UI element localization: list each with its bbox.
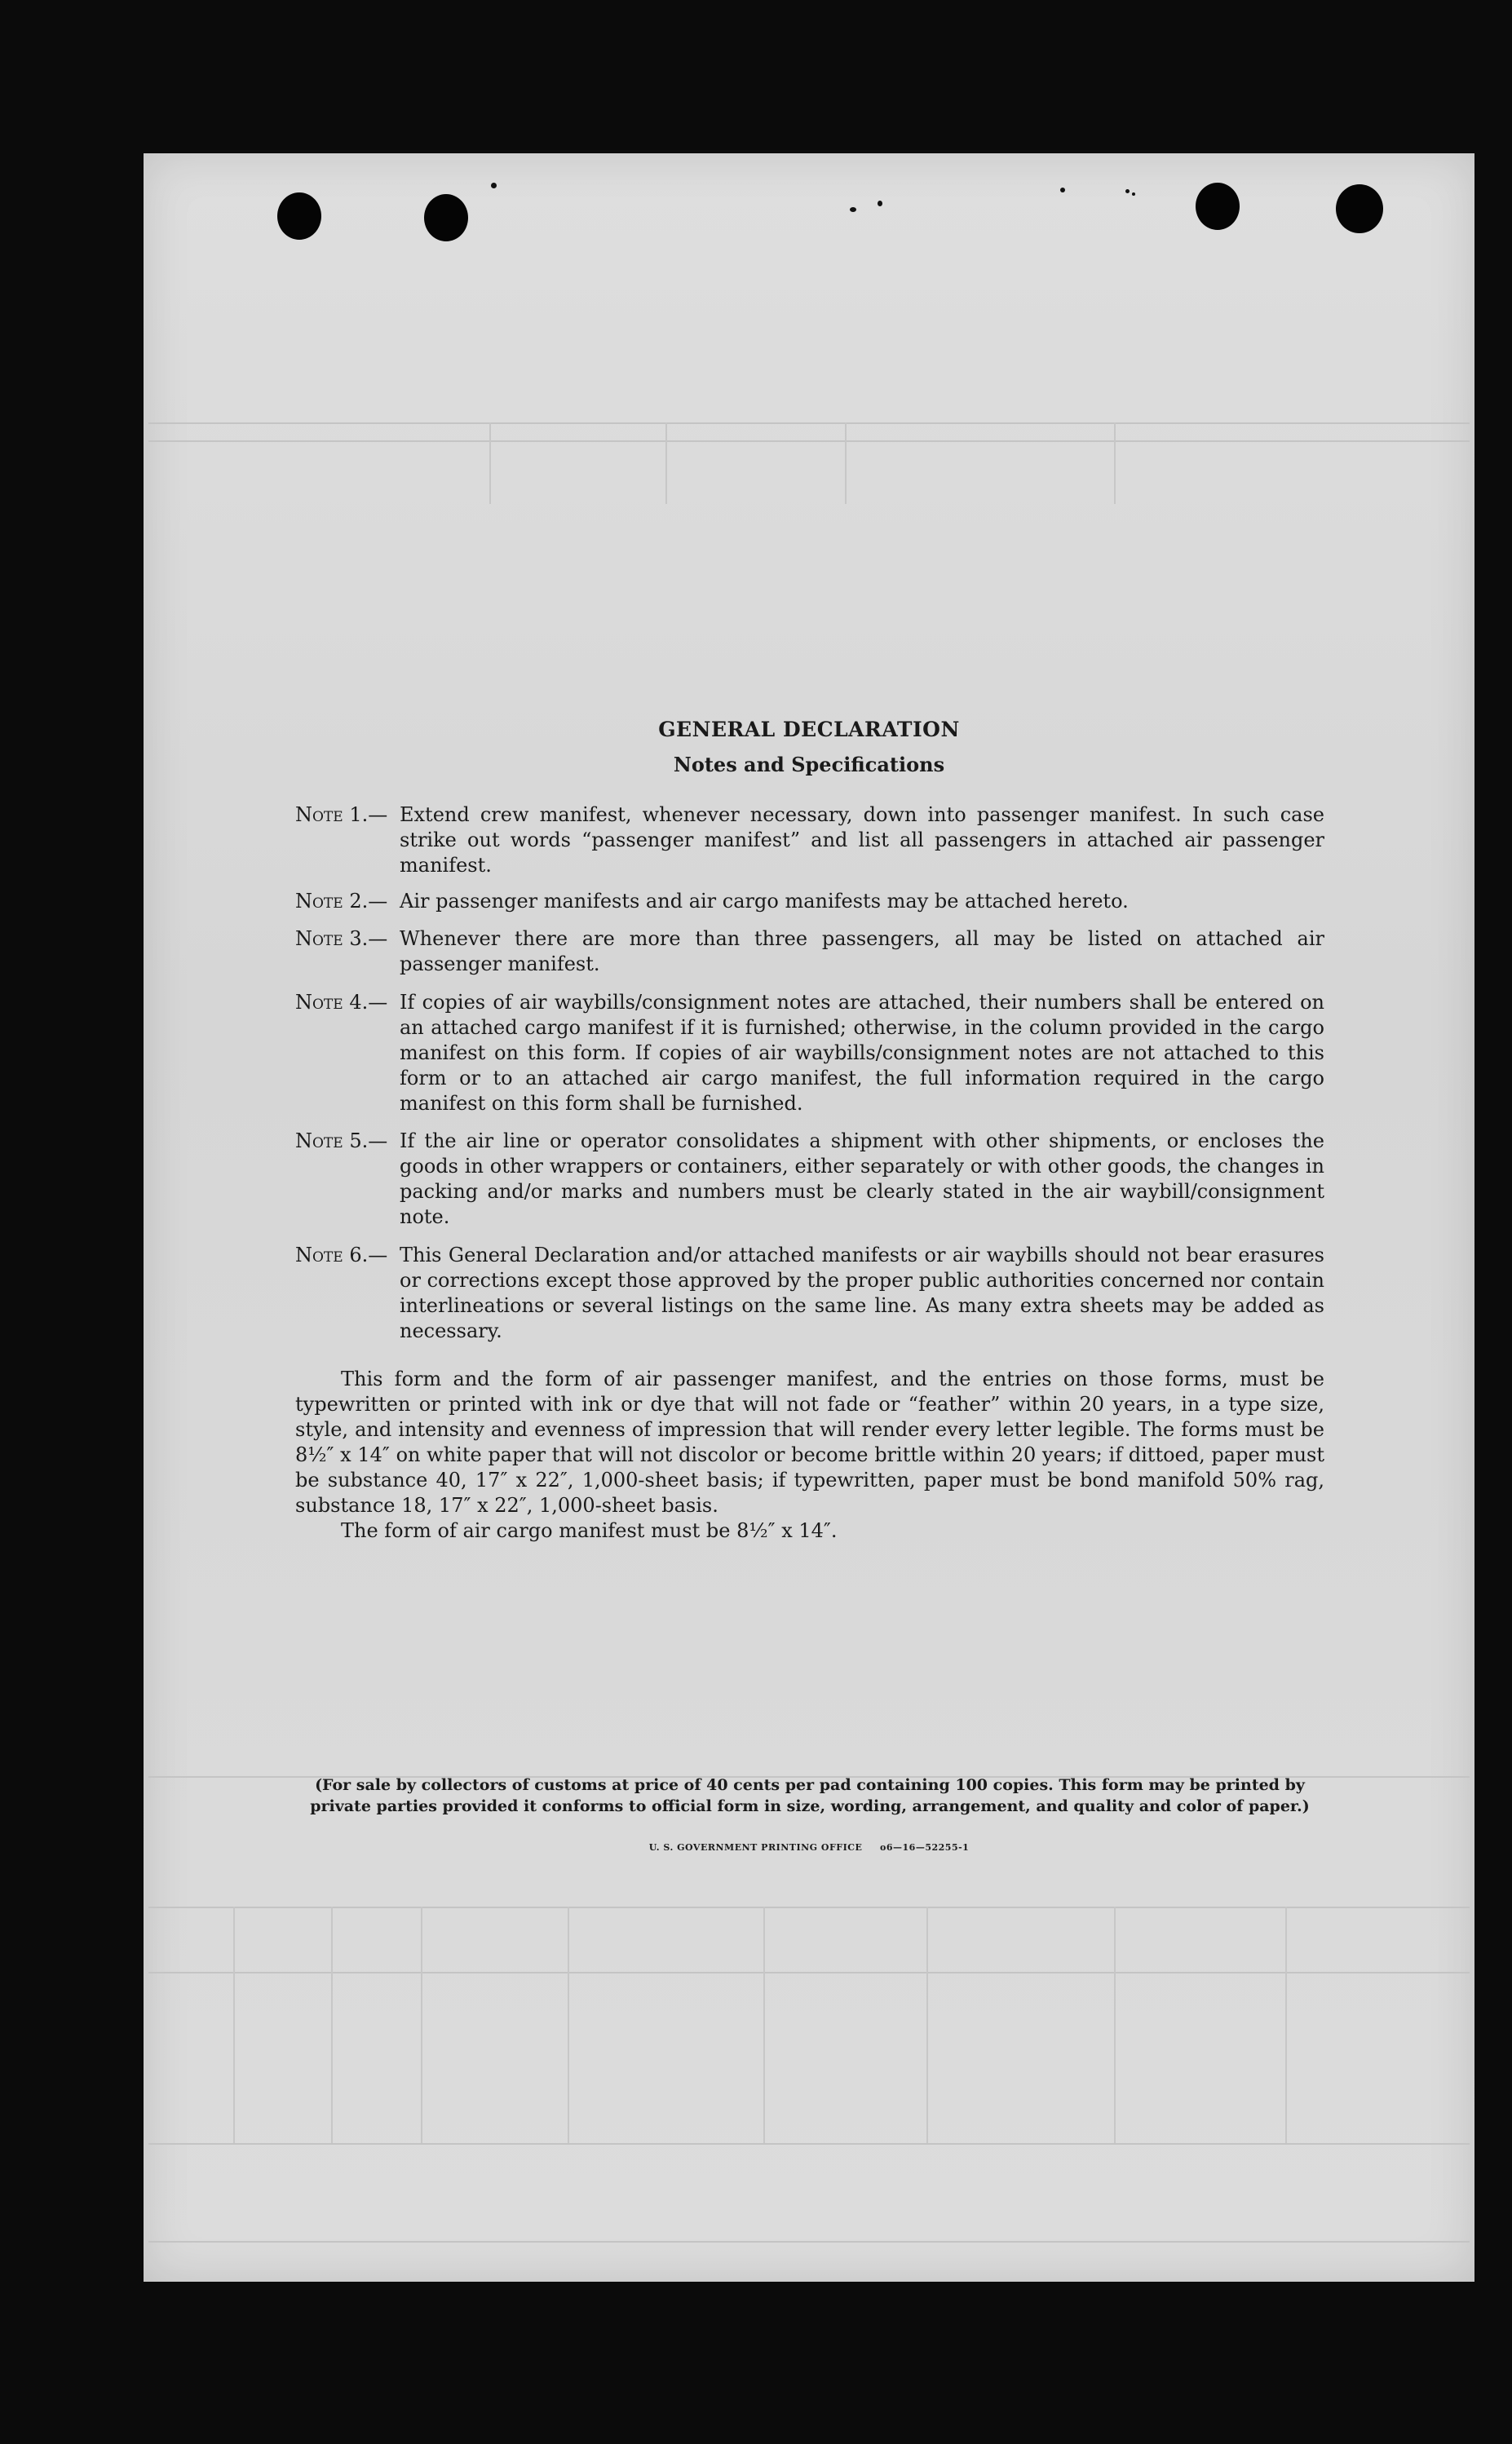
bleed-through-rule xyxy=(331,1907,333,2143)
bleed-through-rule xyxy=(148,2143,1470,2145)
note-label: Note 3.— xyxy=(295,927,388,950)
note-2 xyxy=(295,889,1324,914)
note-label: Note 4.— xyxy=(295,991,388,1014)
note-text: If copies of air waybills/consignment notes are attached, their numbers shall be entered on an attached cargo manifest if it is furnished; otherwise, in the column provided in the cargo manifest on this form. If copies of air waybills/consignment notes are not attached to this form or to an attached air cargo manifest, the full information required in the cargo manifest on this form shall be furnished. xyxy=(400,991,1324,1115)
ink-speck xyxy=(1132,192,1135,196)
document-page xyxy=(144,153,1474,2282)
note-text: This General Declaration and/or attached manifests or air waybills should not bear erasures or corrections except those approved by the proper public authorities concerned nor contain interlineations or several listings on the same line. As many extra sheets may be added as necessary. xyxy=(400,1244,1324,1342)
paper-specification-text: This form and the form of air passenger manifest, and the entries on those forms, must be typewritten or printed with ink or dye that will not fade or “feather” within 20 years, in a type size, style, and intensity and evenness of impression that will render every letter legible. The forms must be 8½″ x 14″ on white paper that will not discolor or become brittle within 20 years; if dittoed, paper must be substance 40, 17″ x 22″, 1,000-sheet basis; if typewritten, paper must be bond manifold 50% rag, substance 18, 17″ x 22″, 1,000-sheet basis. xyxy=(295,1368,1324,1517)
ink-speck xyxy=(1125,189,1130,193)
bleed-through-rule xyxy=(148,1972,1470,1973)
page-title: GENERAL DECLARATION xyxy=(658,718,960,741)
bleed-through-rule xyxy=(1285,1907,1287,2143)
ink-speck xyxy=(850,207,856,212)
note-label: Note 2.— xyxy=(295,890,388,913)
note-text: Air passenger manifests and air cargo manifests may be attached hereto. xyxy=(400,890,1129,913)
punch-hole-left-1 xyxy=(277,192,321,240)
bleed-through-rule xyxy=(763,1907,765,2143)
bleed-through-rule xyxy=(845,422,847,504)
note-text: Whenever there are more than three passengers, all may be listed on attached air passenger manifest. xyxy=(400,927,1324,975)
bleed-through-rule xyxy=(148,2241,1470,2243)
bleed-through-rule xyxy=(1114,422,1116,504)
bleed-through-rule xyxy=(148,440,1470,442)
note-5 xyxy=(295,1129,1324,1230)
note-label: Note 1.— xyxy=(295,803,388,826)
bleed-through-rule xyxy=(489,422,491,504)
bleed-through-rule xyxy=(926,1907,928,2143)
bleed-through-rule xyxy=(148,422,1470,424)
note-4 xyxy=(295,990,1324,1116)
ink-speck xyxy=(1060,188,1065,192)
bleed-through-rule xyxy=(665,422,667,504)
note-6 xyxy=(295,1243,1324,1344)
bleed-through-rule xyxy=(148,1907,1470,1908)
bleed-through-rule xyxy=(233,1907,235,2143)
punch-hole-right-1 xyxy=(1196,183,1240,230)
cargo-manifest-size-text: The form of air cargo manifest must be 8½″ x 14″. xyxy=(341,1519,838,1542)
bleed-through-rule xyxy=(1114,1907,1116,2143)
note-text: Extend crew manifest, whenever necessary, down into passenger manifest. In such case strike out words “passenger manifest” and list all passengers in attached air passenger manifest. xyxy=(400,803,1324,877)
ink-speck xyxy=(491,183,497,188)
punch-hole-left-2 xyxy=(424,194,468,241)
bleed-through-rule xyxy=(568,1907,569,2143)
note-label: Note 5.— xyxy=(295,1129,388,1152)
sale-notice: (For sale by collectors of customs at price of 40 cents per pad containing 100 copies. This form may be printed by private parties provided it conforms to official form in size, wording, arrangement, and quality and color of paper.) xyxy=(310,1776,1310,1815)
bleed-through-rule xyxy=(421,1907,422,2143)
ink-speck xyxy=(878,201,882,206)
note-3 xyxy=(295,926,1324,977)
punch-hole-right-2 xyxy=(1336,184,1383,233)
note-1 xyxy=(295,802,1324,878)
note-text: If the air line or operator consolidates a shipment with other shipments, or encloses the goods in other wrappers or containers, either separately or with other goods, the changes in packing and/or marks and numbers must be clearly stated in the air waybill/consignment note. xyxy=(400,1129,1324,1228)
paper-specification-paragraph xyxy=(295,1367,1324,1544)
note-label: Note 6.— xyxy=(295,1244,388,1266)
page-subtitle: Notes and Specifications xyxy=(673,753,945,776)
printer-imprint: U. S. GOVERNMENT PRINTING OFFICE o6—16—52255-1 xyxy=(648,1842,970,1853)
